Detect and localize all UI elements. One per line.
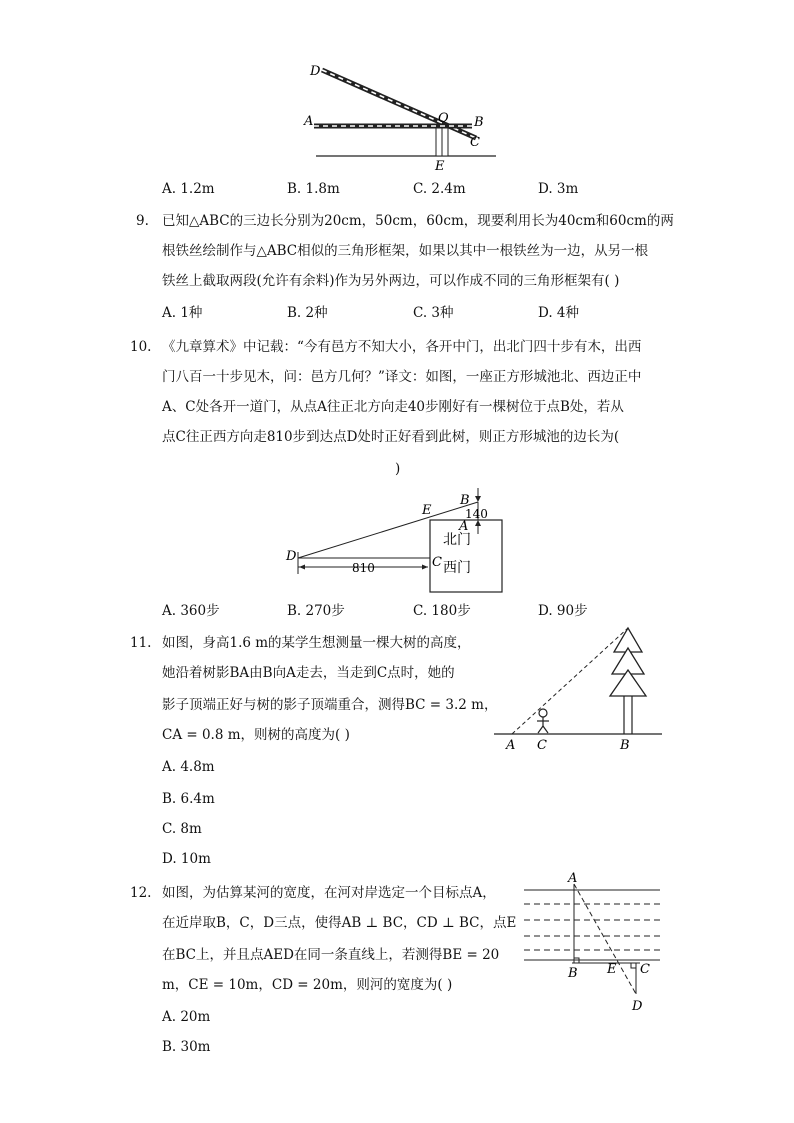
- q9-option-a[interactable]: A. 1种: [162, 305, 203, 321]
- q8-label-A: A: [304, 114, 314, 129]
- q10-label-140: 140: [465, 507, 488, 521]
- q10-label-west-gate: 西门: [443, 560, 471, 576]
- q12-line-4: m，CE = 10m，CD = 20m，则河的宽度为( ): [162, 977, 453, 993]
- q10-label-A: A: [459, 519, 469, 534]
- q10-label-north-gate: 北门: [443, 532, 471, 548]
- q11-label-B: B: [620, 738, 630, 753]
- q11-line-1: 如图，身高1.6 m的某学生想测量一棵大树的高度，: [162, 635, 471, 651]
- q11-label-A: A: [506, 738, 516, 753]
- q8-option-c[interactable]: C. 2.4m: [413, 181, 466, 197]
- q12-label-A: A: [568, 871, 578, 886]
- q8-label-E: E: [435, 159, 445, 173]
- q10-label-B: B: [460, 493, 470, 508]
- q10-option-b[interactable]: B. 270步: [287, 603, 345, 619]
- q11-label-C: C: [537, 738, 547, 753]
- q11-option-a[interactable]: A. 4.8m: [162, 759, 215, 775]
- q12-option-b[interactable]: B. 30m: [162, 1039, 211, 1055]
- q10-line-4: 点C往正西方向走810步到达点D处时正好看到此树，则正方形城池的边长为(: [162, 429, 620, 445]
- q10-figure: [282, 488, 508, 598]
- q10-line-2: 门八百一十步见木，问：邑方几何？”译文：如图，一座正方形城池北、西边正中: [162, 369, 642, 385]
- q12-label-E: E: [607, 962, 617, 977]
- q10-line-3: A、C处各开一道门，从点A往正北方向走40步刚好有一棵树位于点B处，若从: [162, 399, 624, 415]
- q12-label-C: C: [640, 962, 650, 977]
- q9-option-b[interactable]: B. 2种: [287, 305, 328, 321]
- q11-line-3: 影子顶端正好与树的影子顶端重合，测得BC = 3.2 m，: [162, 697, 498, 713]
- q9-option-d[interactable]: D. 4种: [538, 305, 580, 321]
- q11-option-c[interactable]: C. 8m: [162, 821, 202, 837]
- q9-line-3: 铁丝上截取两段(允许有余料)作为另外两边，可以作成不同的三角形框架有( ): [162, 273, 620, 289]
- q12-label-B: B: [568, 966, 578, 981]
- q8-label-D: D: [310, 64, 321, 79]
- q11-number: 11.: [130, 635, 152, 651]
- q8-option-d[interactable]: D. 3m: [538, 181, 579, 197]
- q10-option-c[interactable]: C. 180步: [413, 603, 471, 619]
- q12-line-2: 在近岸取B，C，D三点，使得AB ⊥ BC，CD ⊥ BC，点E: [162, 915, 517, 931]
- q12-number: 12.: [130, 885, 152, 901]
- q8-label-B: B: [474, 115, 484, 130]
- q10-number: 10.: [130, 339, 152, 355]
- q8-option-b[interactable]: B. 1.8m: [287, 181, 340, 197]
- q10-line-5: ): [395, 461, 401, 477]
- q9-number: 9.: [136, 213, 149, 229]
- q10-line-1: 《九章算术》中记载：“今有邑方不知大小，各开中门，出北门四十步有木，出西: [162, 339, 642, 355]
- q8-option-a[interactable]: A. 1.2m: [162, 181, 215, 197]
- q10-label-E: E: [422, 503, 432, 518]
- q8-label-O: O: [438, 111, 449, 126]
- q12-figure: [522, 870, 662, 1014]
- q11-option-b[interactable]: B. 6.4m: [162, 791, 215, 807]
- q12-line-1: 如图，为估算某河的宽度，在河对岸选定一个目标点A，: [162, 885, 496, 901]
- q10-option-d[interactable]: D. 90步: [538, 603, 588, 619]
- q12-label-D: D: [632, 999, 643, 1014]
- q11-line-2: 她沿着树影BA由B向A走去，当走到C点时，她的: [162, 665, 455, 681]
- q8-figure: [300, 58, 500, 173]
- q11-line-4: CA = 0.8 m，则树的高度为( ): [162, 727, 350, 743]
- q12-option-a[interactable]: A. 20m: [162, 1009, 211, 1025]
- q8-label-C: C: [470, 135, 480, 150]
- q10-label-810: 810: [352, 561, 375, 575]
- q10-label-D: D: [286, 549, 297, 564]
- q12-line-3: 在BC上，并且点AED在同一条直线上，若测得BE = 20: [162, 947, 500, 963]
- q11-figure: [492, 622, 664, 754]
- q10-option-a[interactable]: A. 360步: [162, 603, 220, 619]
- q10-label-C: C: [432, 555, 442, 570]
- q9-line-2: 根铁丝绘制作与△ABC相似的三角形框架，如果以其中一根铁丝为一边，从另一根: [162, 243, 649, 259]
- q9-line-1: 已知△ABC的三边长分别为20cm，50cm，60cm，现要利用长为40cm和60cm的两: [162, 213, 674, 229]
- q11-option-d[interactable]: D. 10m: [162, 851, 211, 867]
- q9-option-c[interactable]: C. 3种: [413, 305, 454, 321]
